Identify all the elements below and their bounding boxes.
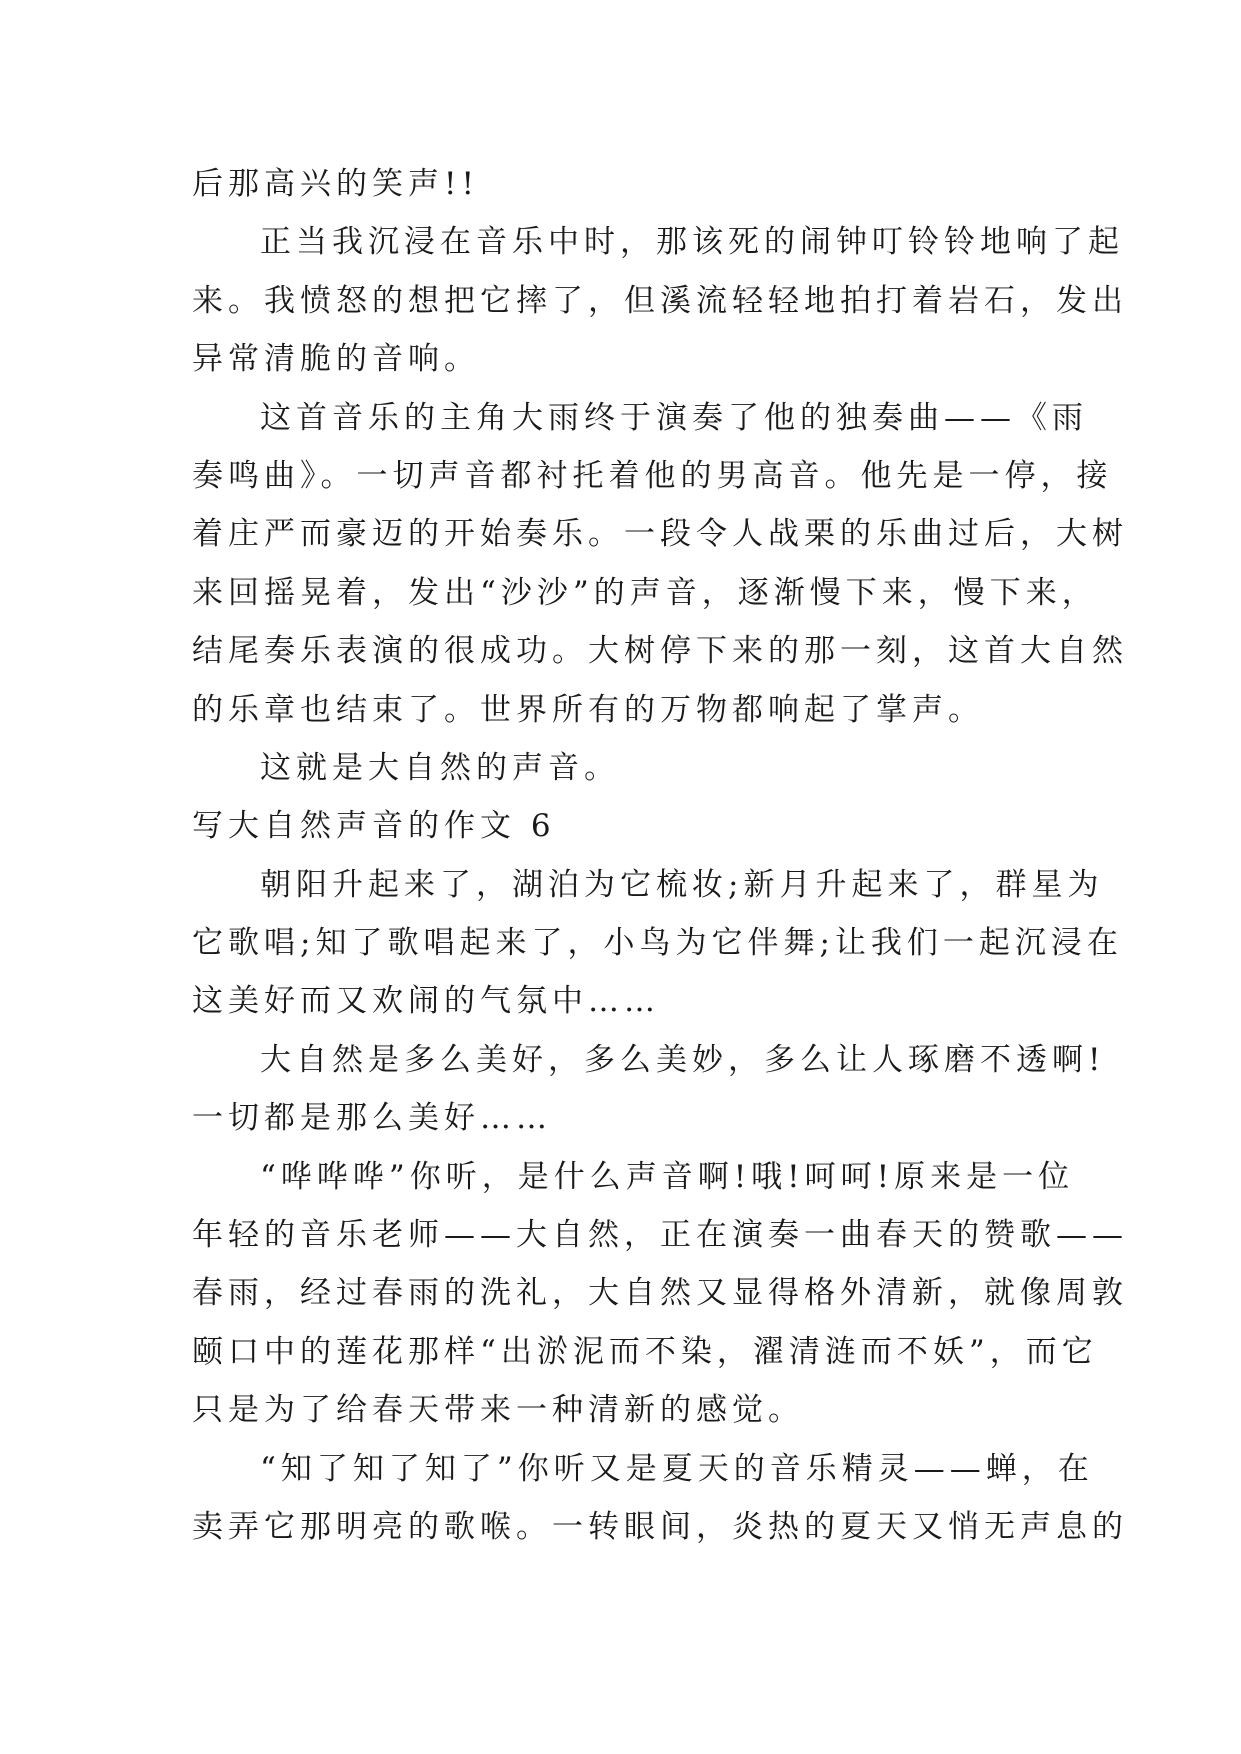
text-line: 一切都是那么美好…… bbox=[192, 1100, 552, 1137]
text-line: 异常清脆的音响。 bbox=[192, 341, 480, 378]
text-line: 它歌唱;知了歌唱起来了，小鸟为它伴舞;让我们一起沉浸在 bbox=[192, 925, 1123, 962]
text-line: 这美好而又欢闹的气氛中…… bbox=[192, 983, 660, 1020]
section-heading: 写大自然声音的作文 6 bbox=[192, 808, 556, 845]
text-line: 大自然是多么美好，多么美妙，多么让人琢磨不透啊! bbox=[260, 1041, 1106, 1078]
text-line: 着庄严而豪迈的开始奏乐。一段令人战栗的乐曲过后，大树 bbox=[192, 516, 1128, 553]
text-line: 颐口中的莲花那样“出淤泥而不染，濯清涟而不妖”，而它 bbox=[192, 1333, 1098, 1370]
text-line: 年轻的音乐老师——大自然，正在演奏一曲春天的赞歌—— bbox=[192, 1217, 1128, 1254]
text-line: 的乐章也结束了。世界所有的万物都响起了掌声。 bbox=[192, 691, 984, 728]
text-line: 奏鸣曲》。一切声音都衬托着他的男高音。他先是一停，接 bbox=[192, 457, 1113, 494]
text-line: 来回摇晃着，发出“沙沙”的声音，逐渐慢下来，慢下来， bbox=[192, 574, 1098, 611]
text-line: 卖弄它那明亮的歌喉。一转眼间，炎热的夏天又悄无声息的 bbox=[192, 1508, 1128, 1545]
text-line: 结尾奏乐表演的很成功。大树停下来的那一刻，这首大自然 bbox=[192, 633, 1128, 670]
text-line: 后那高兴的笑声!! bbox=[192, 166, 479, 202]
document-body bbox=[192, 155, 1128, 1556]
text-line: 春雨，经过春雨的洗礼，大自然又显得格外清新，就像周敦 bbox=[192, 1275, 1128, 1312]
text-line: 正当我沉浸在音乐中时，那该死的闹钟叮铃铃地响了起 bbox=[260, 224, 1124, 261]
text-line: “知了知了知了”你听又是夏天的音乐精灵——蝉，在 bbox=[260, 1450, 1094, 1487]
text-line: 只是为了给春天带来一种清新的感觉。 bbox=[192, 1392, 804, 1429]
text-line: 来。我愤怒的想把它摔了，但溪流轻轻地拍打着岩石，发出 bbox=[192, 282, 1128, 319]
text-line: “哗哗哗”你听，是什么声音啊!哦!呵呵!原来是一位 bbox=[260, 1158, 1075, 1195]
text-line: 这首音乐的主角大雨终于演奏了他的独奏曲——《雨 bbox=[260, 399, 1088, 436]
text-line: 朝阳升起来了，湖泊为它梳妆;新月升起来了，群星为 bbox=[260, 866, 1104, 903]
text-line: 这就是大自然的声音。 bbox=[260, 749, 620, 786]
